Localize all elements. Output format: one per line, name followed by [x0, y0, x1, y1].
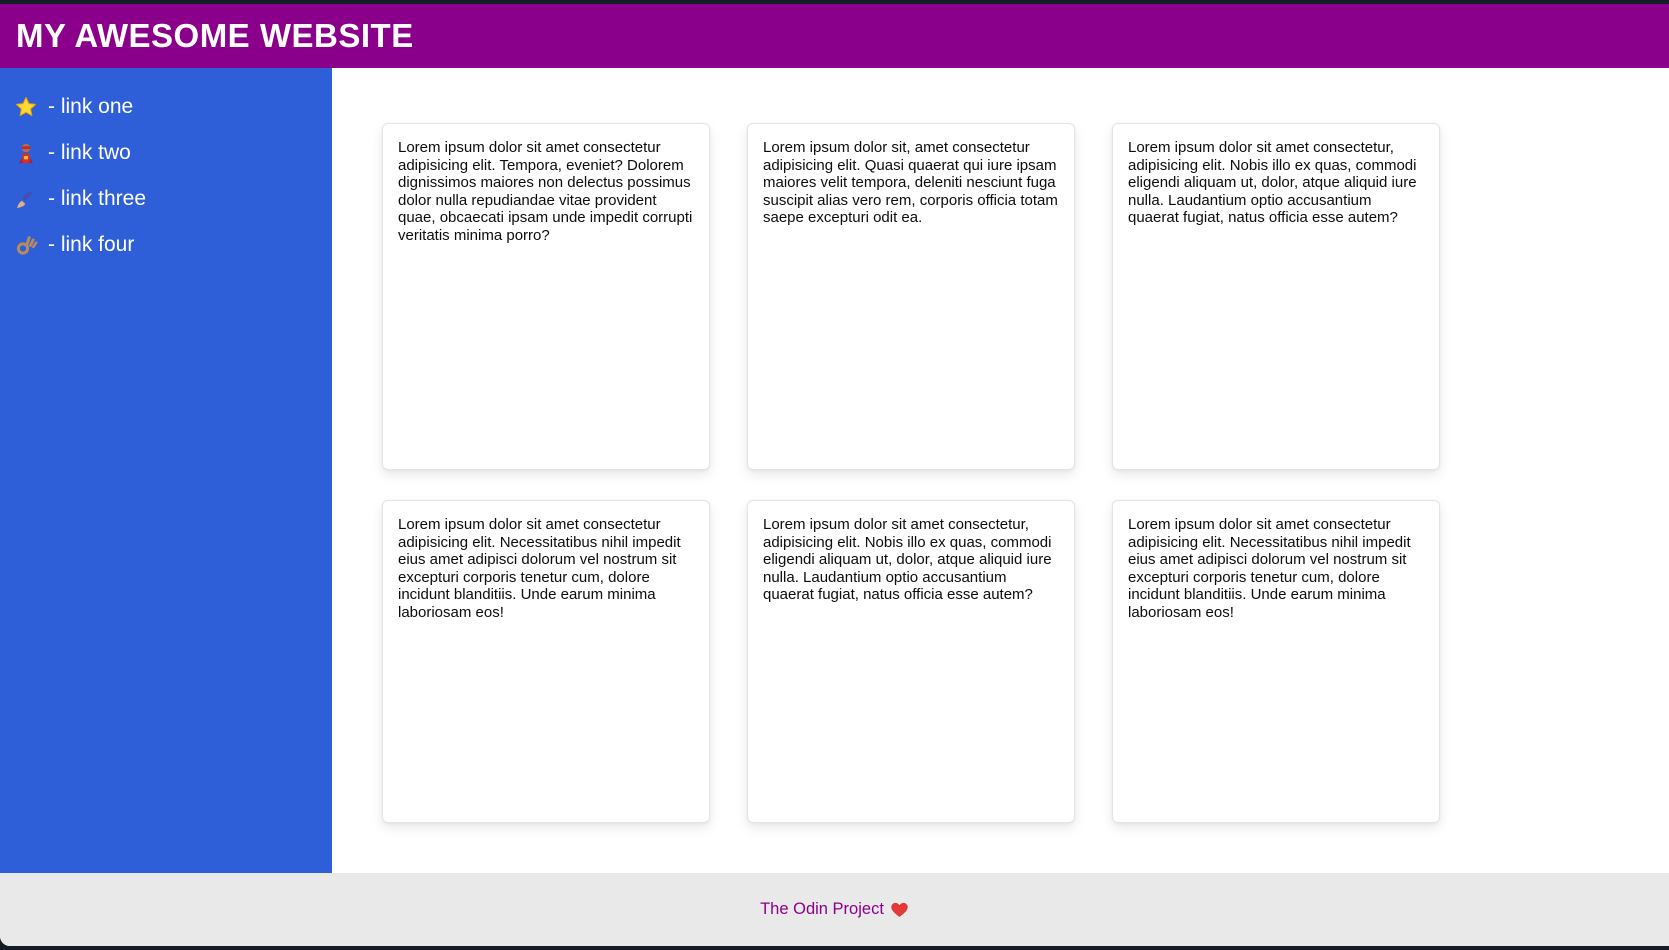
card-text: Lorem ipsum dolor sit amet consectetur, adipisicing elit. Nobis illo ex quas, commodi eligendi aliquam ut, dolor, atque aliquid iure nulla. Laudantium optio accusantium quaerat fugiat, natus officia esse autem? [763, 516, 1052, 603]
browser-window [0, 4, 1669, 946]
star-icon [13, 94, 39, 120]
superhero-icon [13, 140, 39, 166]
card-3 [1112, 123, 1440, 470]
card-4 [382, 500, 710, 823]
card-text: Lorem ipsum dolor sit amet consectetur, adipisicing elit. Nobis illo ex quas, commodi eligendi aliquam ut, dolor, atque aliquid iure nulla. Laudantium optio accusantium quaerat fugiat, natus officia esse autem? [1128, 139, 1417, 226]
card-text: Lorem ipsum dolor sit amet consectetur adipisicing elit. Tempora, eveniet? Dolorem dignissimos maiores non delectus possimus dolor nulla repudiandae vitae provident quae, obcaecati ipsam unde impedit corrupti veritatis minima porro? [398, 139, 693, 244]
card-grid [382, 123, 1669, 823]
sidebar-link-label[interactable]: - link one [48, 95, 134, 118]
sidebar-item-link-two[interactable] [13, 130, 332, 176]
main-content [332, 68, 1669, 873]
sidebar-link-label[interactable]: - link two [48, 141, 131, 164]
card-1 [382, 123, 710, 470]
odin-project-link[interactable]: The Odin Project [760, 900, 884, 918]
card-2 [747, 123, 1075, 470]
card-text: Lorem ipsum dolor sit amet consectetur adipisicing elit. Necessitatibus nihil impedit eius amet adipisci dolorum vel nostrum sit excepturi corporis tenetur cum, dolore incidunt blanditiis. Unde earum minima laboriosam eos! [398, 516, 681, 621]
card-5 [747, 500, 1075, 823]
paintbrush-icon [13, 186, 39, 212]
card-text: Lorem ipsum dolor sit, amet consectetur adipisicing elit. Quasi quaerat qui iure ipsam maiores velit tempora, deleniti nesciunt fuga suscipit alias vero rem, corporis officia totam saepe excepturi odit ea. [763, 139, 1058, 226]
sidebar-link-label[interactable]: - link four [48, 233, 135, 256]
sidebar-link-label[interactable]: - link three [48, 187, 147, 210]
sidebar-item-link-one[interactable] [13, 84, 332, 130]
ok-hand-icon [13, 232, 39, 258]
sidebar [0, 68, 332, 873]
sidebar-item-link-three[interactable] [13, 176, 332, 222]
page-title: MY AWESOME WEBSITE [16, 17, 414, 54]
heart-icon [890, 900, 909, 919]
card-text: Lorem ipsum dolor sit amet consectetur adipisicing elit. Necessitatibus nihil impedit eius amet adipisci dolorum vel nostrum sit excepturi corporis tenetur cum, dolore incidunt blanditiis. Unde earum minima laboriosam eos! [1128, 516, 1411, 621]
sidebar-item-link-four[interactable] [13, 222, 332, 268]
card-6 [1112, 500, 1440, 823]
content-row [0, 68, 1669, 873]
sidebar-link-list [0, 68, 332, 268]
page-footer [0, 873, 1669, 946]
page-header [0, 4, 1669, 68]
